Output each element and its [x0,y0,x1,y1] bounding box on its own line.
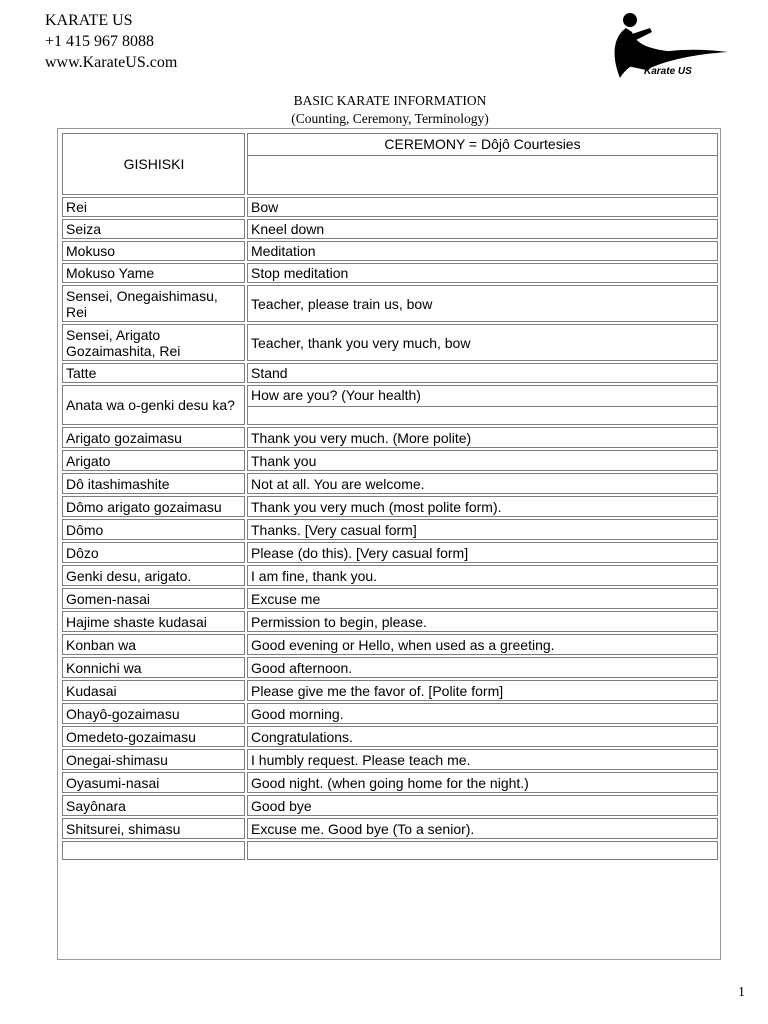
meaning-cell: Good bye [247,795,718,816]
company-website: www.KarateUS.com [45,54,178,71]
gishiski-header: GISHISKI [62,133,245,195]
term-cell: Mokuso Yame [62,263,245,283]
table-row [62,680,718,701]
company-header [45,10,177,73]
table-header-row [62,133,718,195]
meaning-cell: I humbly request. Please teach me. [247,749,718,770]
term-cell: Sensei, Arigato Gozaimashita, Rei [62,324,245,361]
table-row [62,542,718,563]
terminology-table [60,131,720,862]
table-row [62,363,718,383]
meaning-cell: Thank you [247,450,718,471]
table-row [62,772,718,793]
document-subtitle: (Counting, Ceremony, Terminology) [291,111,489,126]
page-number: 1 [738,985,745,1000]
ceremony-header-cell [247,133,718,195]
table-row [62,565,718,586]
term-cell: Sayônara [62,795,245,816]
meaning-cell: Thank you very much. (More polite) [247,427,718,448]
table-row [62,263,718,283]
meaning-cell: Good afternoon. [247,657,718,678]
company-name: KARATE US [45,12,133,29]
table-row [62,385,718,425]
term-cell: Rei [62,197,245,217]
company-phone: +1 415 967 8088 [45,33,155,50]
table-row [62,219,718,239]
term-cell: Genki desu, arigato. [62,565,245,586]
term-cell: Hajime shaste kudasai [62,611,245,632]
terminology-table-frame [57,128,721,960]
document-title: BASIC KARATE INFORMATION [293,93,487,108]
meaning-cell: Teacher, thank you very much, bow [247,324,718,361]
term-cell: Gomen-nasai [62,588,245,609]
term-cell: Ohayô-gozaimasu [62,703,245,724]
term-cell: Oyasumi-nasai [62,772,245,793]
table-row [62,611,718,632]
meaning-cell: Stand [247,363,718,383]
term-cell: Tatte [62,363,245,383]
term-cell [62,841,245,860]
term-cell: Dômo arigato gozaimasu [62,496,245,517]
table-row [62,450,718,471]
meaning-cell: How are you? (Your health) [247,385,718,425]
meaning-cell: Excuse me. Good bye (To a senior). [247,818,718,839]
meaning-cell: Excuse me [247,588,718,609]
term-cell: Mokuso [62,241,245,261]
table-row [62,841,718,860]
meaning-cell: Thank you very much (most polite form). [247,496,718,517]
meaning-cell: Please (do this). [Very casual form] [247,542,718,563]
term-cell: Sensei, Onegaishimasu, Rei [62,285,245,322]
term-cell: Dô itashimashite [62,473,245,494]
table-row [62,634,718,655]
term-cell: Shitsurei, shimasu [62,818,245,839]
table-row [62,324,718,361]
term-cell: Dôzo [62,542,245,563]
meaning-cell: Stop meditation [247,263,718,283]
table-row [62,197,718,217]
meaning-cell: Thanks. [Very casual form] [247,519,718,540]
term-cell: Kudasai [62,680,245,701]
table-row [62,519,718,540]
term-cell: Anata wa o-genki desu ka? [62,385,245,425]
meaning-cell: I am fine, thank you. [247,565,718,586]
meaning-cell: Please give me the favor of. [Polite form] [247,680,718,701]
table-row [62,496,718,517]
table-row [62,473,718,494]
table-row [62,427,718,448]
meaning-cell: Good night. (when going home for the night.) [247,772,718,793]
ceremony-header: CEREMONY = Dôjô Courtesies [248,134,717,156]
term-cell: Arigato gozaimasu [62,427,245,448]
table-row [62,726,718,747]
meaning-cell: Kneel down [247,219,718,239]
term-cell: Omedeto-gozaimasu [62,726,245,747]
table-row [62,749,718,770]
meaning-cell: Congratulations. [247,726,718,747]
karate-us-logo [606,8,730,86]
meaning-cell: Permission to begin, please. [247,611,718,632]
meaning-cell: Teacher, please train us, bow [247,285,718,322]
table-row [62,818,718,839]
term-cell: Konban wa [62,634,245,655]
term-cell: Dômo [62,519,245,540]
table-row [62,703,718,724]
meaning-cell: Good morning. [247,703,718,724]
table-row [62,657,718,678]
table-row [62,241,718,261]
meaning-cell: Good evening or Hello, when used as a greeting. [247,634,718,655]
meaning-cell: Not at all. You are welcome. [247,473,718,494]
meaning-cell [247,841,718,860]
table-row [62,285,718,322]
term-cell: Seiza [62,219,245,239]
table-row [62,588,718,609]
term-cell: Onegai-shimasu [62,749,245,770]
term-cell: Arigato [62,450,245,471]
meaning-cell: Meditation [247,241,718,261]
meaning-cell: Bow [247,197,718,217]
term-cell: Konnichi wa [62,657,245,678]
table-row [62,795,718,816]
svg-text:Karate US: Karate US [644,66,692,77]
